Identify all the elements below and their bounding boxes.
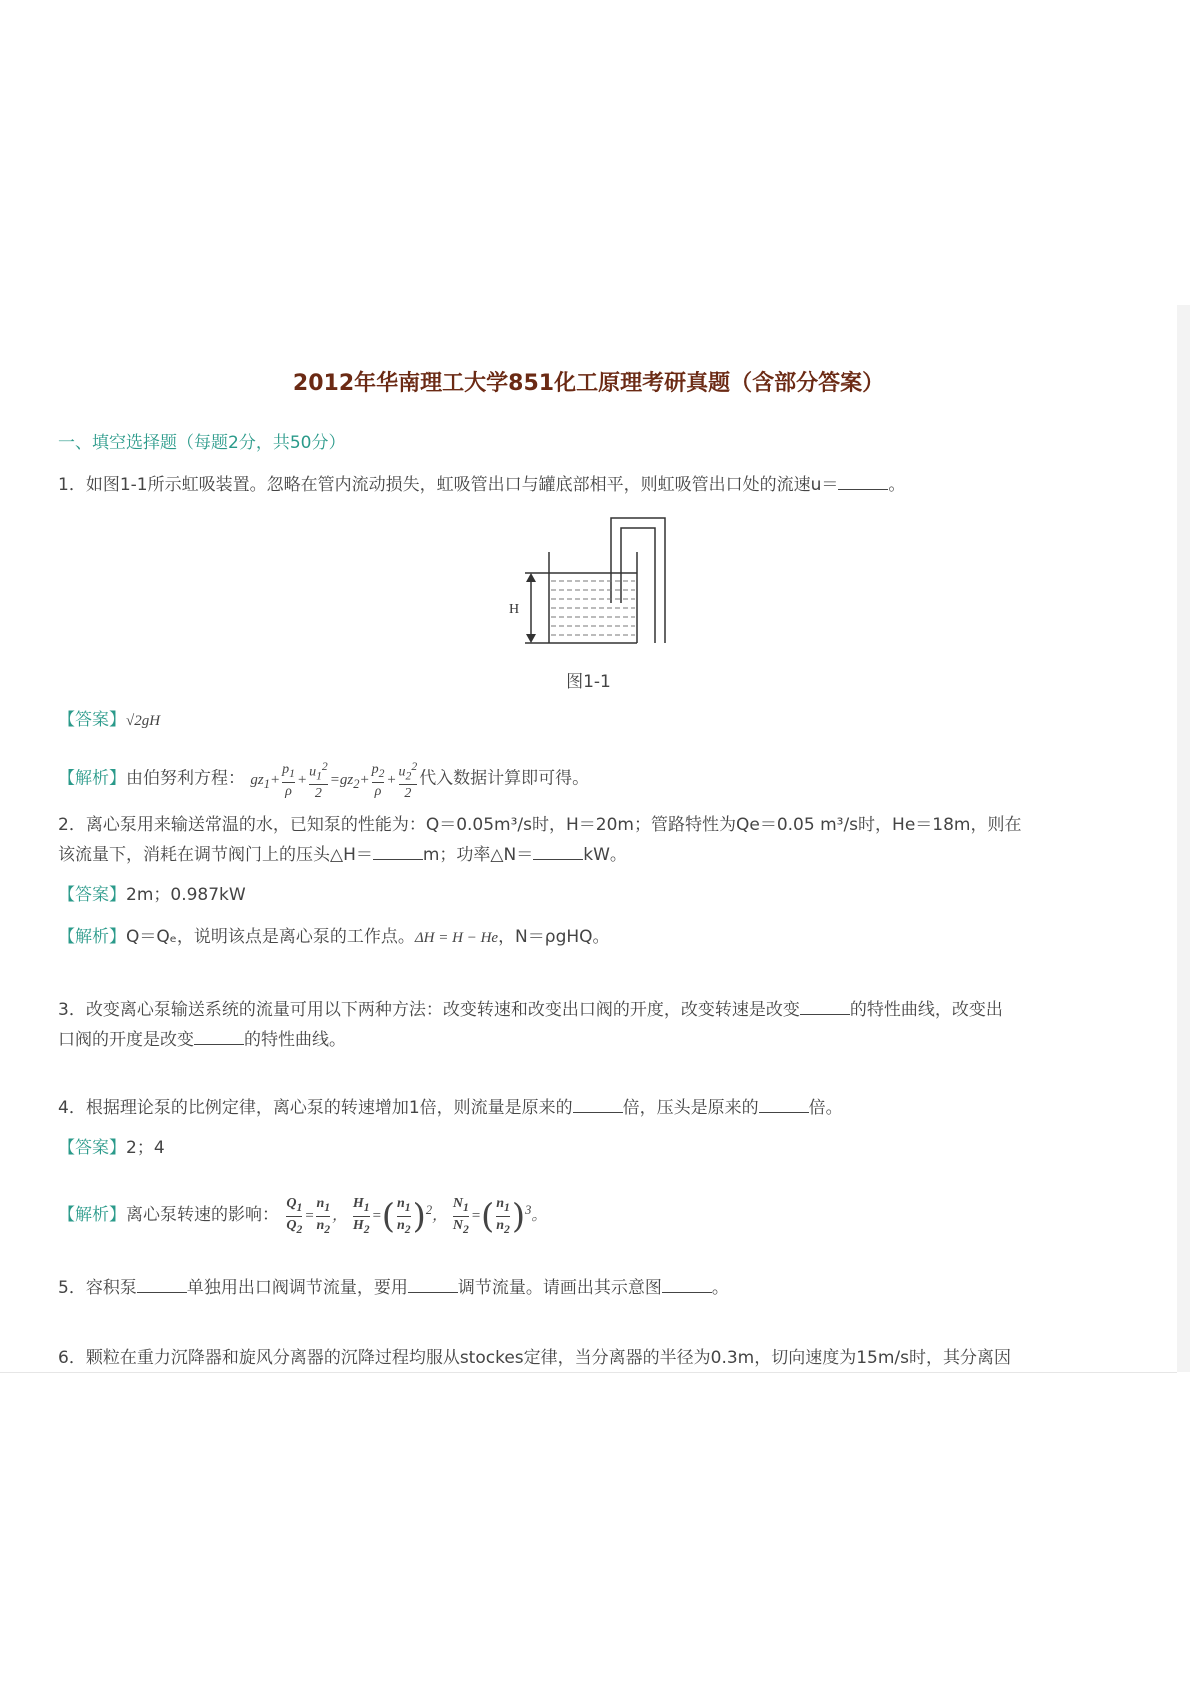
blank bbox=[838, 473, 888, 490]
answer-2: 【答案】2m；0.987kW bbox=[58, 885, 246, 905]
question-4: 4．根据理论泵的比例定律，离心泵的转速增加1倍，则流量是原来的 倍，压头是原来的 倍。 bbox=[58, 1098, 843, 1118]
bernoulli-formula: $gz_1+$ $\frac{p_1}{\rho}$ + $\frac{u_1^2}{2}$ $=gz_2+$ $\frac{p_2}{\rho}$ + $\frac{u_2^2}{2}$ bbox=[250, 760, 418, 802]
affinity-law-formula: $\frac{Q_1}{Q_2}$ = $\frac{n_1}{n_2}$ ， $\frac{H_1}{H_2}$ =( $\frac{n_1}{n_2}$ )$^2$， $\frac{N_1}{N_2}$ =( $\frac{n_1}{n_2}$ )$^3$。 bbox=[286, 1196, 547, 1237]
figure-caption: 图1-1 bbox=[566, 672, 611, 692]
answer-4: 【答案】2；4 bbox=[58, 1138, 165, 1158]
figure-label-h: H bbox=[509, 602, 520, 617]
question-3-line-2: 口阀的开度是改变 的特性曲线。 bbox=[58, 1030, 346, 1050]
analysis-1: 【解析】由伯努利方程： $gz_1+$ $\frac{p_1}{\rho}$ + $\frac{u_1^2}{2}$ $=gz_2+$ $\frac{p_2}{\rho}$ + $\frac{u_2^2}{2}$ 代入数据计算即可得。 bbox=[58, 760, 590, 802]
question-5: 5．容积泵 单独用出口阀调节流量，要用 调节流量。请画出其示意图 。 bbox=[58, 1278, 729, 1298]
page-title: 2012年华南理工大学851化工原理考研真题（含部分答案） bbox=[292, 371, 885, 396]
analysis-4: 【解析】离心泵转速的影响： $\frac{Q_1}{Q_2}$ = $\frac{n_1}{n_2}$ ， $\frac{H_1}{H_2}$ =( $\frac{n_1}{n_2}$ )$^2$， $\frac{N_1}{N_2}$ =( $\frac{n_1}{n_2}$ )$^3$。 bbox=[58, 1196, 547, 1237]
question-2-line-1: 2．离心泵用来输送常温的水，已知泵的性能为：Q＝0.05m³/s时，H＝20m；管路特性为Qe＝0.05 m³/s时，He＝18m，则在 bbox=[58, 815, 1022, 835]
analysis-2: 【解析】Q＝Qₑ，说明该点是离心泵的工作点。ΔH = H − He，N＝ρgHQ。 bbox=[58, 927, 610, 947]
scrollbar[interactable] bbox=[1177, 305, 1190, 1372]
answer-1: 【答案】√2gH bbox=[58, 710, 161, 730]
question-6: 6．颗粒在重力沉降器和旋风分离器的沉降过程均服从stockes定律，当分离器的半径为0.3m，切向速度为15m/s时，其分离因 bbox=[58, 1348, 1012, 1368]
siphon-figure bbox=[505, 515, 675, 650]
question-2-line-2: 该流量下，消耗在调节阀门上的压头△H＝ m；功率△N＝ kW。 bbox=[58, 845, 627, 865]
question-1: 1．如图1-1所示虹吸装置。忽略在管内流动损失，虹吸管出口与罐底部相平，则虹吸管出口处的流速u＝ 。 bbox=[58, 475, 906, 495]
question-3-line-1: 3．改变离心泵输送系统的流量可用以下两种方法：改变转速和改变出口阀的开度，改变转速是改变 的特性曲线，改变出 bbox=[58, 1000, 1003, 1020]
section-heading: 一、填空选择题（每题2分，共50分） bbox=[58, 433, 346, 453]
